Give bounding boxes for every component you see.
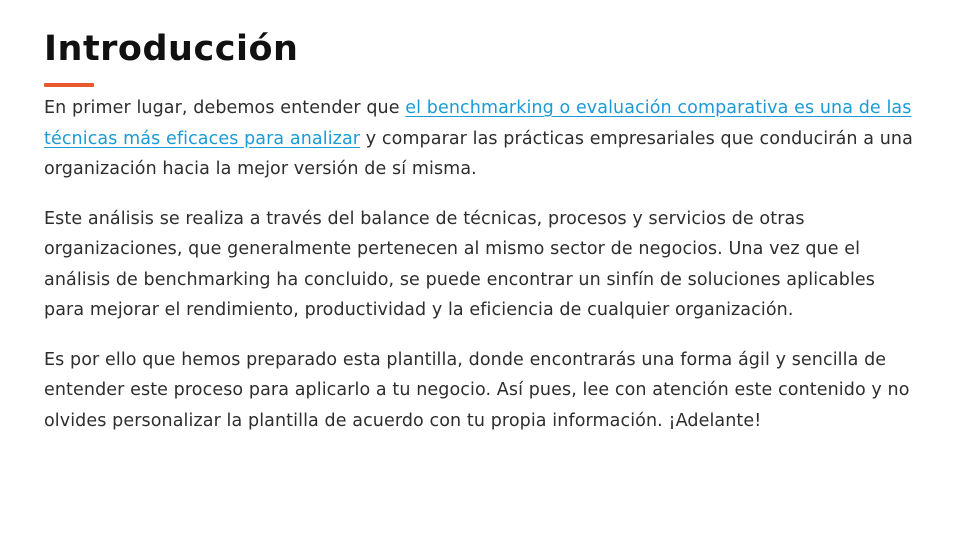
paragraph-1-intro: En primer lugar, debemos entender que [44,98,406,118]
body-text [44,93,914,455]
benchmarking-link[interactable]: el benchmarking o evaluación comparativa es una de las técnicas más eficaces para analizar [44,98,912,149]
paragraph-1 [44,93,914,185]
paragraph-3: Es por ello que hemos preparado esta plantilla, donde encontrarás una forma ágil y sencilla de entender este proceso para aplicarlo a tu negocio. Así pues, lee con atención este contenido y no olvides personalizar la plantilla de acuerdo con tu propia información. ¡Adelante! [44,349,910,431]
page-title: Introducción [44,29,299,69]
title-accent-bar [44,83,94,87]
paragraph-1-rest: y comparar las prácticas empresariales que conducirán a una organización hacia la mejor versión de sí misma. [44,128,913,179]
paragraph-2: Este análisis se realiza a través del balance de técnicas, procesos y servicios de otras organizaciones, que generalmente pertenecen al mismo sector de negocios. Una vez que el análisis de benchmarking ha concluido, se puede encontrar un sinfín de soluciones aplicables para mejorar el rendimiento, productividad y la eficiencia de cualquier organización. [44,208,875,320]
